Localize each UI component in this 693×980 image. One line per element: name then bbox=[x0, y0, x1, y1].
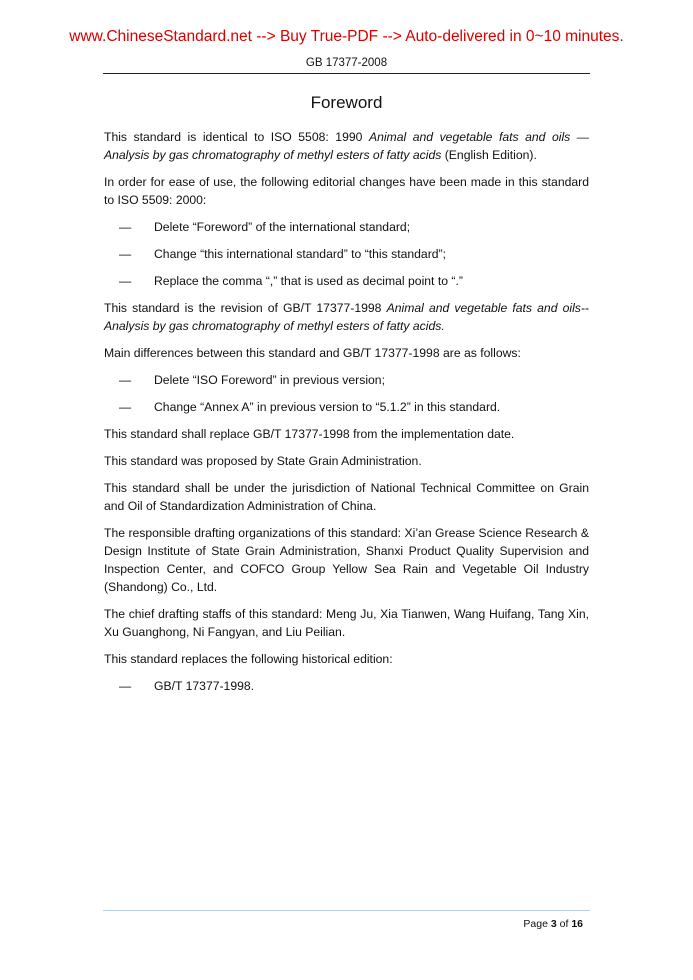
list-item: — Change “Annex A” in previous version to “5.1.2” in this standard. bbox=[104, 398, 589, 416]
list-item: — Replace the comma “,” that is used as decimal point to “.” bbox=[104, 272, 589, 290]
list-item: — Change “this international standard” to “this standard”; bbox=[104, 245, 589, 263]
page-number: Page 3 of 16 bbox=[523, 918, 583, 930]
paragraph-drafting-staff: The chief drafting staffs of this standard: Meng Ju, Xia Tianwen, Wang Huifang, Tang Xin, Xu Guanghong, Ni Fangyan, and Liu Peilian. bbox=[104, 607, 589, 639]
paragraph-revision: This standard is the revision of GB/T 17377-1998 Animal and vegetable fats and oils--Analysis by gas chromatography of methyl esters of fatty acids. bbox=[104, 301, 589, 333]
paragraph-historical-edition: This standard replaces the following historical edition: bbox=[104, 652, 393, 666]
dash-marker: — bbox=[119, 247, 132, 261]
page-title: Foreword bbox=[310, 93, 383, 112]
footer-divider bbox=[103, 910, 590, 911]
promo-banner-link[interactable]: www.ChineseStandard.net --> Buy True-PDF --> Auto-delivered in 0~10 minutes. bbox=[69, 28, 624, 45]
dash-marker: — bbox=[119, 220, 132, 234]
list-item: — Delete “Foreword” of the international standard; bbox=[104, 218, 589, 236]
header-divider bbox=[103, 73, 590, 74]
paragraph-main-differences: Main differences between this standard and GB/T 17377-1998 are as follows: bbox=[104, 346, 521, 360]
paragraph-proposed-by: This standard was proposed by State Grain Administration. bbox=[104, 454, 422, 468]
dash-marker: — bbox=[119, 373, 132, 387]
dash-marker: — bbox=[119, 679, 132, 693]
paragraph-jurisdiction: This standard shall be under the jurisdiction of National Technical Committee on Grain and Oil of Standardization Administration of China. bbox=[104, 481, 589, 513]
foreword-body bbox=[104, 128, 589, 704]
paragraph-editorial-changes: In order for ease of use, the following editorial changes have been made in this standard to ISO 5509: 2000: bbox=[104, 175, 589, 207]
paragraph-identical-standard: This standard is identical to ISO 5508: 1990 Animal and vegetable fats and oils — Analysis by gas chromatography of methyl esters of fatty acids (English Edition). bbox=[104, 130, 589, 162]
paragraph-drafting-organizations: The responsible drafting organizations of this standard: Xi’an Grease Science Research & Design Institute of State Grain Administration, Shanxi Product Quality Supervision and Inspection Center, and COFCO Group Yellow Sea Rain and Vegetable Oil Industry (Shandong) Co., Ltd. bbox=[104, 526, 589, 594]
list-item: — GB/T 17377-1998. bbox=[104, 677, 589, 695]
dash-marker: — bbox=[119, 274, 132, 288]
standard-number-header: GB 17377-2008 bbox=[305, 57, 388, 69]
dash-marker: — bbox=[119, 400, 132, 414]
paragraph-replacement: This standard shall replace GB/T 17377-1998 from the implementation date. bbox=[104, 427, 515, 441]
list-item: — Delete “ISO Foreword” in previous version; bbox=[104, 371, 589, 389]
